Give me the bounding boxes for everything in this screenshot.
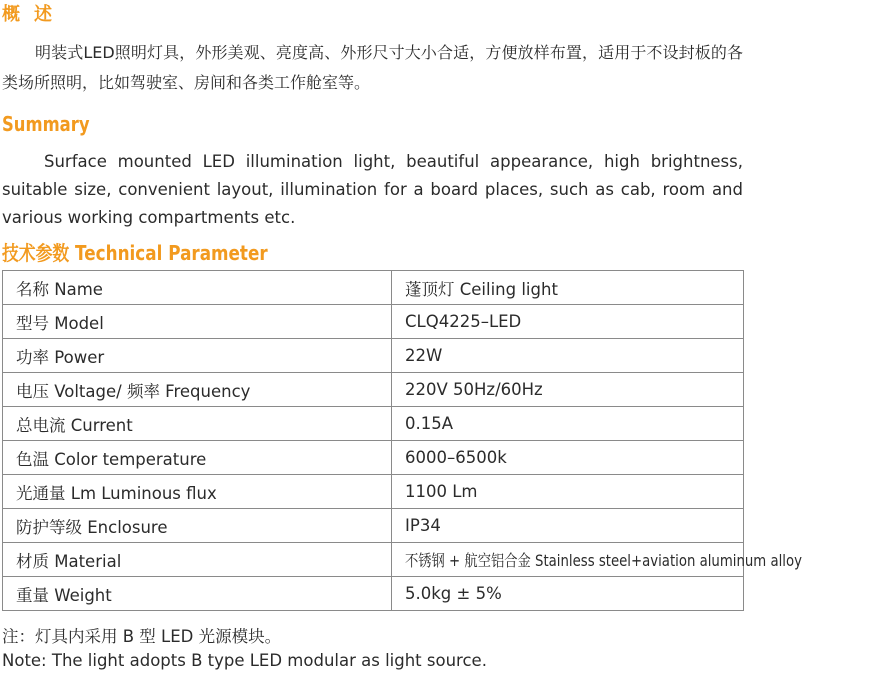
param-value: CLQ4225–LED bbox=[392, 305, 744, 339]
table-row bbox=[3, 373, 744, 407]
param-label: 色温 Color temperature bbox=[3, 441, 392, 475]
param-label: 材质 Material bbox=[3, 543, 392, 577]
param-value: 6000–6500k bbox=[392, 441, 744, 475]
note-english: Note: The light adopts B type LED modular as light source. bbox=[2, 651, 487, 670]
param-label: 重量 Weight bbox=[3, 577, 392, 611]
param-label: 光通量 Lm Luminous flux bbox=[3, 475, 392, 509]
param-label: 防护等级 Enclosure bbox=[3, 509, 392, 543]
param-value: 22W bbox=[392, 339, 744, 373]
summary-heading: Summary bbox=[2, 112, 90, 136]
param-value: IP34 bbox=[392, 509, 744, 543]
param-value: 220V 50Hz/60Hz bbox=[392, 373, 744, 407]
param-label: 总电流 Current bbox=[3, 407, 392, 441]
param-value-cell bbox=[392, 543, 802, 577]
technical-parameter-table bbox=[2, 270, 802, 611]
param-value: 1100 Lm bbox=[392, 475, 744, 509]
param-label: 功率 Power bbox=[3, 339, 392, 373]
param-label: 电压 Voltage/ 频率 Frequency bbox=[3, 373, 392, 407]
param-value: 不锈钢 + 航空铝合金 Stainless steel+aviation aluminum alloy bbox=[405, 551, 802, 570]
table-row bbox=[3, 577, 744, 611]
note-chinese: 注：灯具内采用 B 型 LED 光源模块。 bbox=[2, 627, 282, 646]
param-value: 5.0kg ± 5% bbox=[392, 577, 744, 611]
param-value: 蓬顶灯 Ceiling light bbox=[392, 271, 744, 305]
param-label: 名称 Name bbox=[3, 271, 392, 305]
table-row bbox=[3, 339, 744, 373]
overview-heading: 概述 bbox=[2, 4, 66, 25]
table-row bbox=[3, 475, 744, 509]
table-row bbox=[3, 441, 744, 475]
param-value: 0.15A bbox=[392, 407, 744, 441]
table-row bbox=[3, 407, 744, 441]
table-row bbox=[3, 271, 744, 305]
summary-text: Surface mounted LED illumination light, beautiful appearance, high brightness, suitable size, convenient layout, illumination for a board places, such as cab, room and various working compartments etc. bbox=[2, 152, 743, 227]
table-row bbox=[3, 543, 744, 577]
table-row bbox=[3, 509, 744, 543]
table-row bbox=[3, 305, 744, 339]
param-label: 型号 Model bbox=[3, 305, 392, 339]
technical-parameter-heading: 技术参数 Technical Parameter bbox=[2, 241, 268, 265]
overview-text: 明装式LED照明灯具，外形美观、亮度高、外形尺寸大小合适，方便放样布置，适用于不设封板的各类场所照明，比如驾驶室、房间和各类工作舱室等。 bbox=[2, 43, 743, 92]
